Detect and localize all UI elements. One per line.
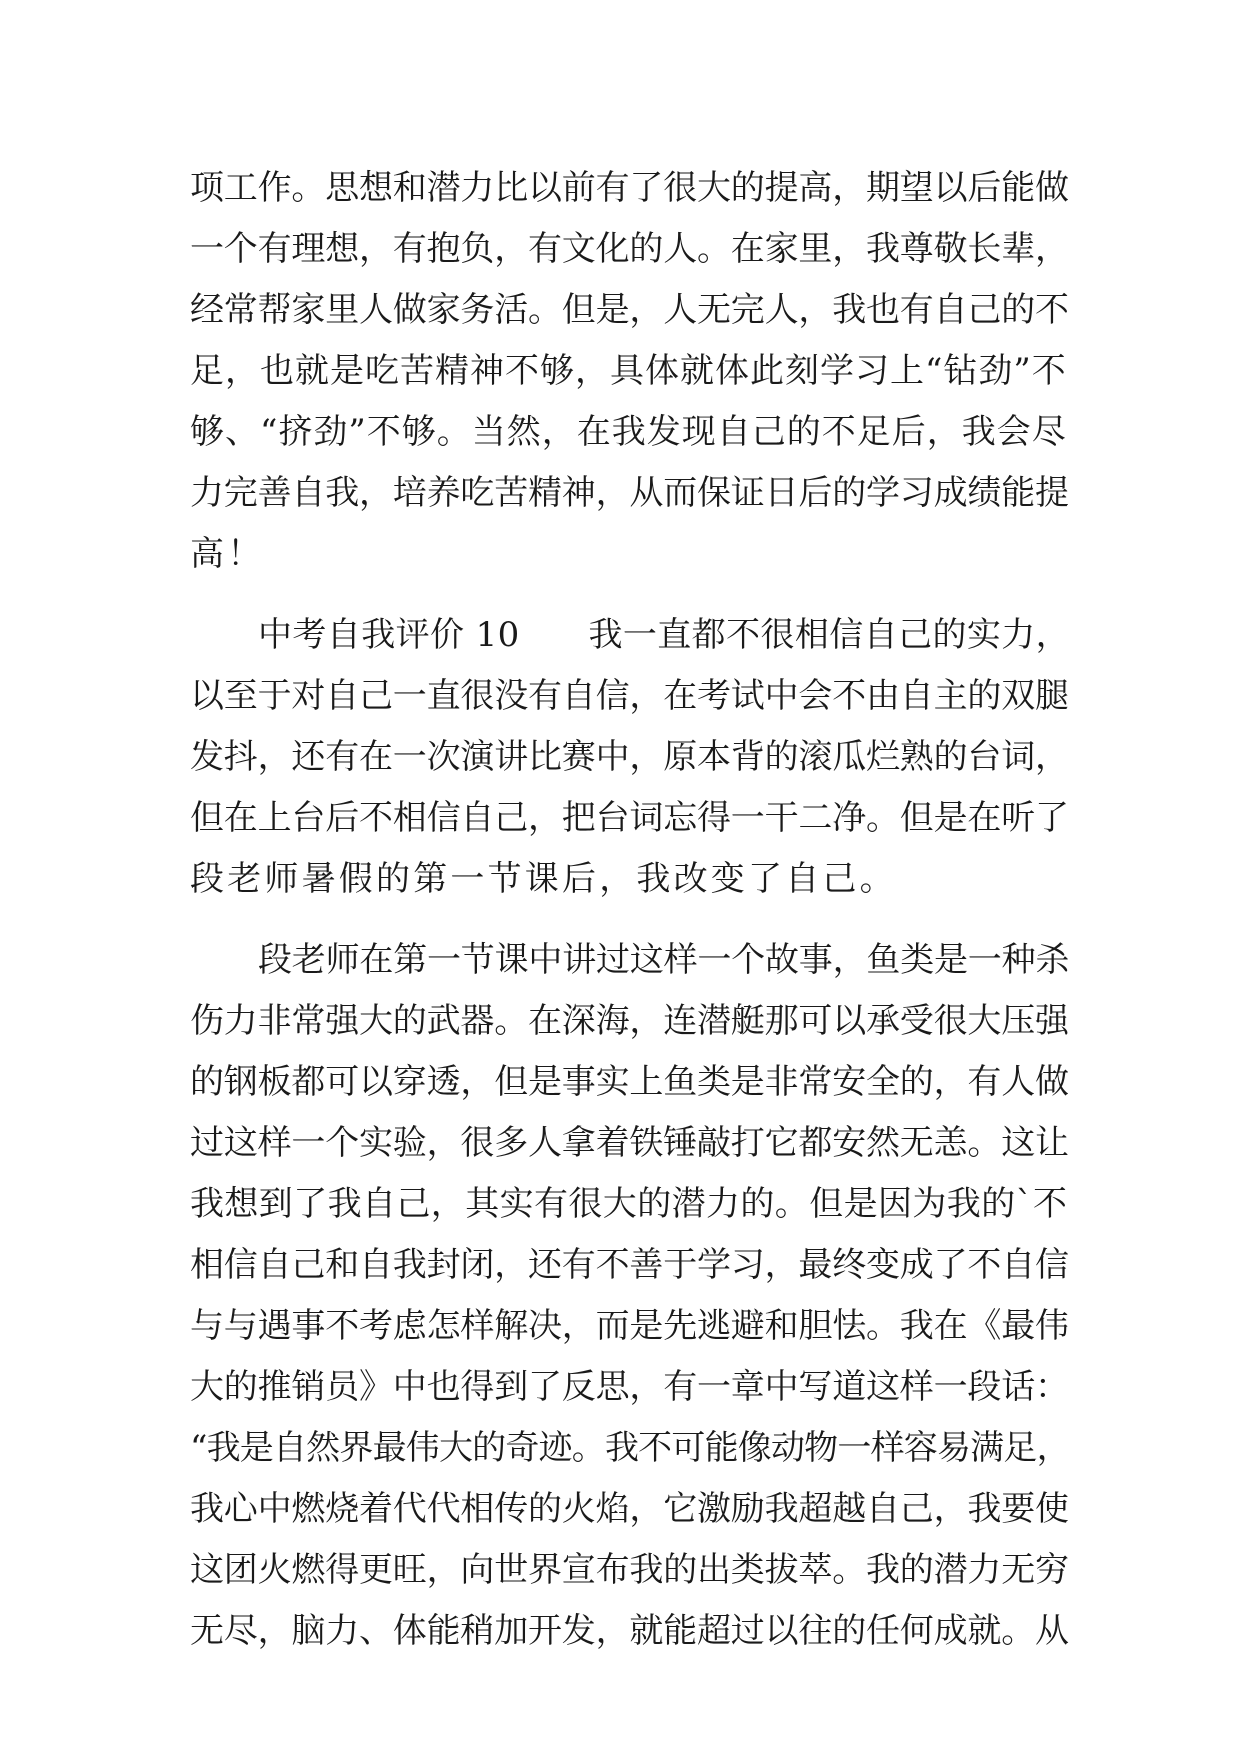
text-line: 相信自己和自我封闭，还有不善于学习，最终变成了不自信 <box>190 1245 1069 1285</box>
text-line: 高！ <box>190 534 265 574</box>
paragraph-spacer <box>190 585 1070 605</box>
document-body <box>190 158 1070 1662</box>
text-line: 我想到了我自己，其实有很大的潜力的。但是因为我的`不 <box>190 1184 1068 1224</box>
text-line: 项工作。思想和潜力比以前有了很大的提高，期望以后能做 <box>190 168 1069 208</box>
text-line: 够、“挤劲”不够。当然，在我发现自己的不足后，我会尽 <box>190 412 1067 452</box>
text-line: “我是自然界最伟大的奇迹。我不可能像动物一样容易满足， <box>190 1428 1070 1468</box>
text-line: 这团火燃得更旺，向世界宣布我的出类拔萃。我的潜力无穷 <box>190 1550 1069 1590</box>
text-line: 力完善自我，培养吃苦精神，从而保证日后的学习成绩能提 <box>190 473 1069 513</box>
text-line: 无尽，脑力、体能稍加开发，就能超过以往的任何成就。从 <box>190 1611 1069 1651</box>
text-line: 段老师暑假的第一节课后，我改变了自己。 <box>190 859 897 899</box>
text-line: 经常帮家里人做家务活。但是，人无完人，我也有自己的不 <box>190 290 1069 330</box>
paragraph-2 <box>190 605 1070 910</box>
text-line: 过这样一个实验，很多人拿着铁锤敲打它都安然无恙。这让 <box>190 1123 1069 1163</box>
text-line: 一个有理想，有抱负，有文化的人。在家里，我尊敬长辈， <box>190 229 1069 269</box>
text-line: 伤力非常强大的武器。在深海，连潜艇那可以承受很大压强 <box>190 1001 1069 1041</box>
text-line: 足，也就是吃苦精神不够，具体就体此刻学习上“钻劲”不 <box>190 351 1067 391</box>
text-line: 与与遇事不考虑怎样解决，而是先逃避和胆怯。我在《最伟 <box>190 1306 1069 1346</box>
text-line: 以至于对自己一直很没有自信，在考试中会不由自主的双腿 <box>190 676 1069 716</box>
text-line: 的钢板都可以穿透，但是事实上鱼类是非常安全的，有人做 <box>190 1062 1069 1102</box>
text-line: 发抖，还有在一次演讲比赛中，原本背的滚瓜烂熟的台词， <box>190 737 1069 777</box>
text-line: 但在上台后不相信自己，把台词忘得一干二净。但是在听了 <box>190 798 1069 838</box>
text-line: 大的推销员》中也得到了反思，有一章中写道这样一段话： <box>190 1367 1069 1407</box>
paragraph-1 <box>190 158 1070 585</box>
paragraph-3 <box>190 930 1070 1662</box>
section-heading-line: 中考自我评价 10 我一直都不很相信自己的实力， <box>258 615 1071 655</box>
paragraph-spacer <box>190 910 1070 930</box>
text-line: 段老师在第一节课中讲过这样一个故事，鱼类是一种杀 <box>258 940 1070 980</box>
text-line: 我心中燃烧着代代相传的火焰，它激励我超越自己，我要使 <box>190 1489 1069 1529</box>
